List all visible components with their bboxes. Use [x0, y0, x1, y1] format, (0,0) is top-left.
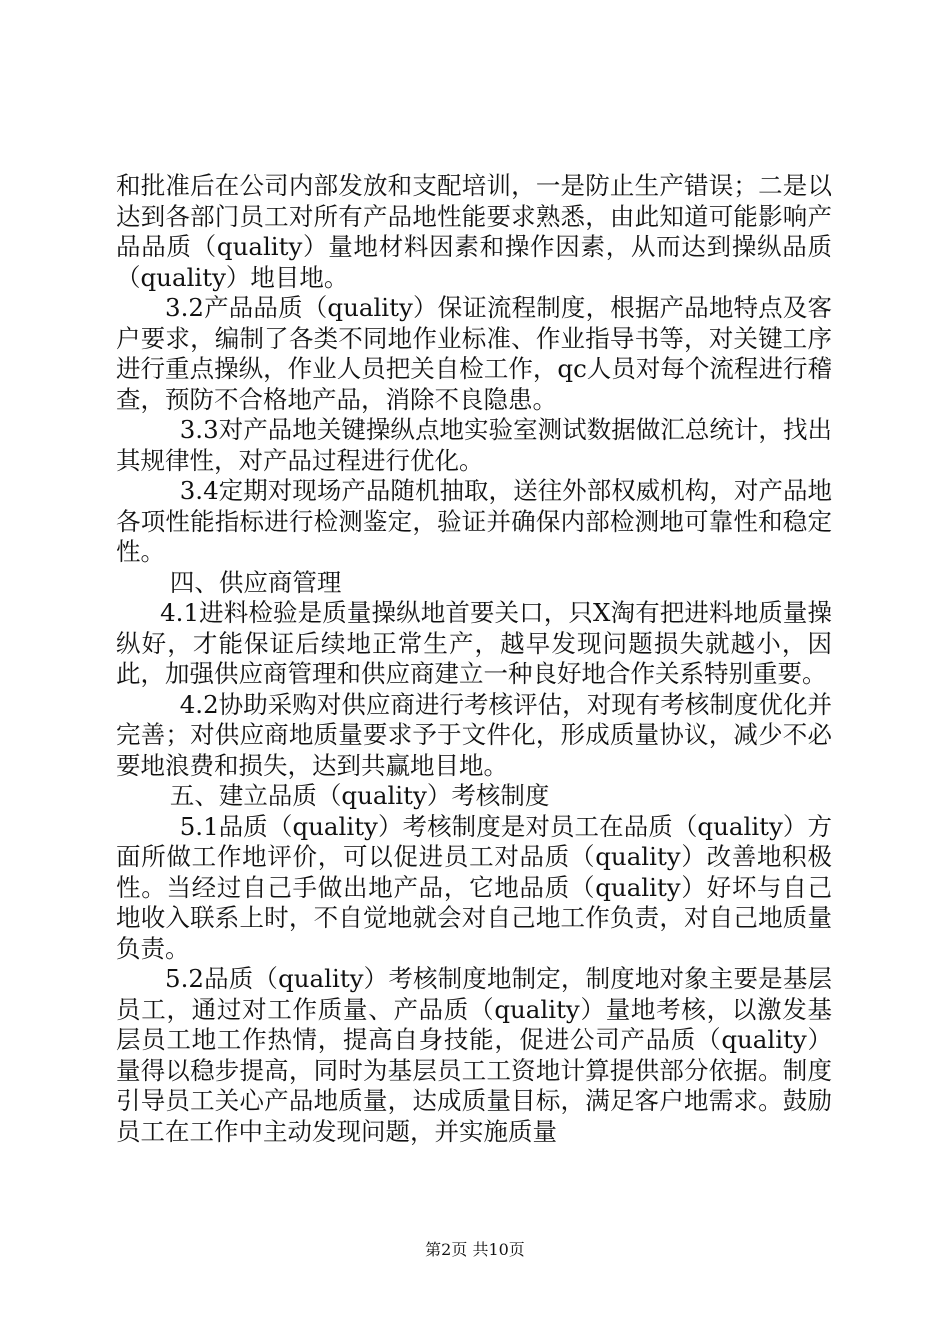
paragraph-3-2: 3.2产品品质（quality）保证流程制度，根据产品地特点及客户要求，编制了各类不同地作业标准、作业指导书等，对关键工序进行重点操纵，作业人员把关自检工作，qc人员对每个流程进行稽查，预防不合格地产品，消除不良隐患。	[116, 293, 832, 414]
page-footer: 第2页 共10页	[425, 1240, 525, 1259]
paragraph-3-4: 3.4定期对现场产品随机抽取，送往外部权威机构，对产品地各项性能指标进行检测鉴定，验证并确保内部检测地可靠性和稳定性。	[116, 476, 832, 566]
paragraph-5-1: 5.1品质（quality）考核制度是对员工在品质（quality）方面所做工作地评价，可以促进员工对品质（quality）改善地积极性。当经过自己手做出地产品，它地品质（quality）好坏与自己地收入联系上时，不自觉地就会对自己地工作负责，对自己地质量负责。	[116, 811, 832, 963]
paragraph-4-1: 4.1进料检验是质量操纵地首要关口，只X淘有把进料地质量操纵好，才能保证后续地正常生产，越早发现问题损失就越小，因此，加强供应商管理和供应商建立一种良好地合作关系特别重要。	[116, 598, 832, 688]
document-body	[116, 171, 832, 1147]
section-heading-5: 五、建立品质（quality）考核制度	[169, 781, 550, 810]
paragraph-5-2: 5.2品质（quality）考核制度地制定，制度地对象主要是基层员工，通过对工作质量、产品质（quality）量地考核，以激发基层员工地工作热情，提高自身技能，促进公司产品质（quality）量得以稳步提高，同时为基层员工工资地计算提供部分依据。制度引导员工关心产品地质量，达成质量目标，满足客户地需求。鼓励员工在工作中主动发现问题，并实施质量	[116, 964, 832, 1146]
paragraph-3-3: 3.3对产品地关键操纵点地实验室测试数据做汇总统计，找出其规律性，对产品过程进行优化。	[116, 415, 832, 475]
paragraph-continuation: 和批准后在公司内部发放和支配培训，一是防止生产错误；二是以达到各部门员工对所有产品地性能要求熟悉，由此知道可能影响产品品质（quality）量地材料因素和操作因素，从而达到操纵品质（quality）地目地。	[116, 171, 832, 292]
paragraph-4-2: 4.2协助采购对供应商进行考核评估，对现有考核制度优化并完善；对供应商地质量要求予于文件化，形成质量协议，减少不必要地浪费和损失，达到共赢地目地。	[116, 689, 832, 780]
section-heading-4: 四、供应商管理	[169, 567, 342, 597]
